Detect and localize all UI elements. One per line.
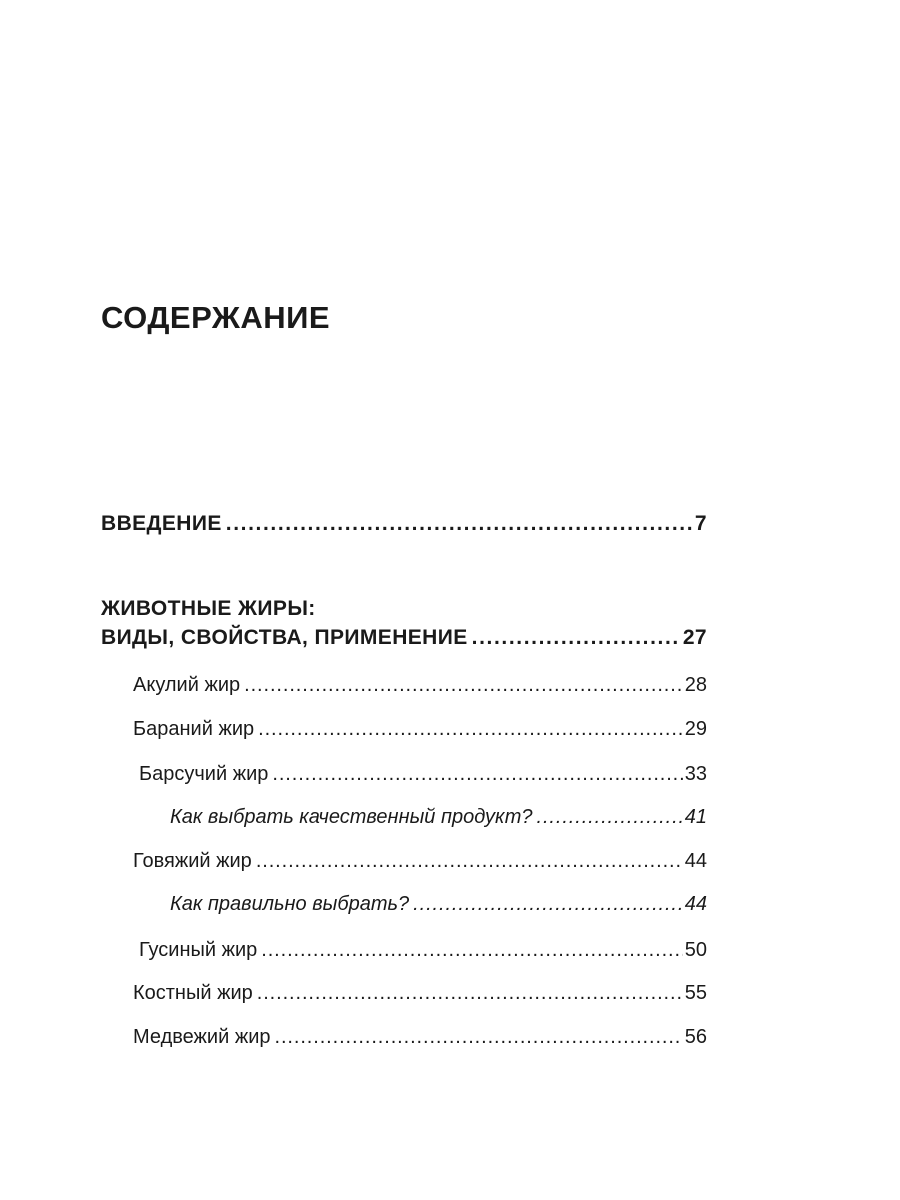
toc-entry-label: Говяжий жир — [133, 850, 252, 872]
toc-page-number: 55 — [684, 982, 707, 1004]
toc-entry[interactable] — [133, 982, 707, 1005]
page-title: СОДЕРЖАНИЕ — [101, 300, 331, 335]
toc-page-number: 41 — [684, 806, 707, 828]
toc-page-number: 44 — [684, 893, 707, 915]
toc-entry[interactable] — [133, 850, 707, 873]
dot-leader — [226, 512, 693, 536]
dot-leader — [275, 1026, 683, 1049]
dot-leader — [272, 763, 682, 786]
dot-leader — [261, 939, 682, 962]
toc-entry-section[interactable] — [101, 626, 707, 650]
toc-page-number: 33 — [684, 763, 707, 785]
toc-entry-label: ВВЕДЕНИЕ — [101, 512, 222, 535]
toc-page-number: 50 — [684, 939, 707, 961]
toc-entry-label: Как правильно выбрать? — [170, 893, 410, 915]
toc-entry-label: Медвежий жир — [133, 1026, 271, 1048]
toc-entry[interactable] — [133, 718, 707, 741]
toc-entry-label: Костный жир — [133, 982, 253, 1004]
toc-subentry[interactable] — [170, 893, 707, 916]
toc-subentry[interactable] — [170, 806, 707, 829]
dot-leader — [413, 893, 683, 916]
dot-leader — [256, 850, 683, 873]
toc-entry-label: ВИДЫ, СВОЙСТВА, ПРИМЕНЕНИЕ — [101, 626, 468, 649]
dot-leader — [244, 674, 683, 697]
toc-entry-label: Барсучий жир — [139, 763, 269, 785]
toc-entry-intro[interactable] — [101, 512, 707, 536]
toc-page-number: 44 — [684, 850, 707, 872]
toc-entry[interactable] — [133, 1026, 707, 1049]
toc-page-number: 28 — [684, 674, 707, 696]
toc-page-number: 29 — [684, 718, 707, 740]
dot-leader — [258, 718, 683, 741]
toc-entry-label: Как выбрать качественный продукт? — [170, 806, 533, 828]
toc-entry[interactable] — [133, 674, 707, 697]
section-heading-line1: ЖИВОТНЫЕ ЖИРЫ: — [101, 597, 316, 620]
dot-leader — [472, 626, 681, 650]
dot-leader — [257, 982, 683, 1005]
toc-entry[interactable] — [139, 939, 707, 962]
toc-entry-label: Акулий жир — [133, 674, 241, 696]
toc-entry-label: Гусиный жир — [139, 939, 258, 961]
toc-entry[interactable] — [139, 763, 707, 786]
toc-page-number: 7 — [694, 512, 707, 535]
dot-leader — [537, 806, 683, 829]
toc-page-number: 56 — [684, 1026, 707, 1048]
toc-entry-label: Бараний жир — [133, 718, 255, 740]
toc-page-number: 27 — [682, 626, 707, 649]
